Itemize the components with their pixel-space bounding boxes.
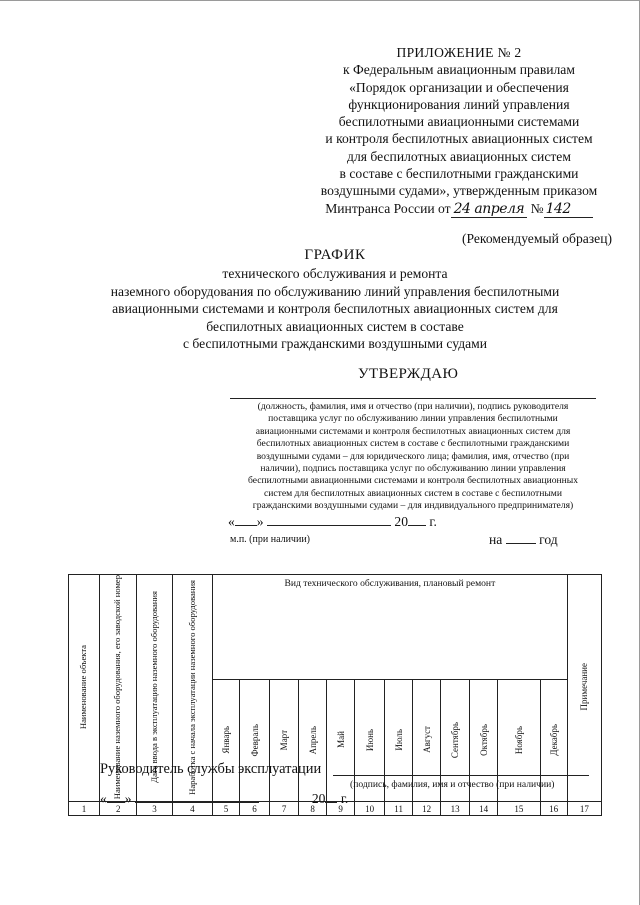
schedule-title-block bbox=[40, 247, 630, 352]
handwritten-number: 142 bbox=[544, 201, 593, 218]
month-february bbox=[240, 680, 270, 802]
scan-edge-top bbox=[0, 0, 640, 1]
schedule-year-line bbox=[489, 531, 558, 548]
approve-caption-line: наличии), подпись поставщика услуг по обслуживанию линии управления bbox=[260, 463, 566, 475]
handwritten-date: 24 апреля bbox=[451, 201, 528, 218]
date-close-quote: » bbox=[256, 514, 264, 529]
date-open-quote: « bbox=[100, 791, 107, 806]
schedule-title: ГРАФИК bbox=[304, 247, 366, 263]
header-maintenance-type: Вид технического обслуживания, плановый ремонт bbox=[213, 575, 568, 680]
seal-note: м.п. (при наличии) bbox=[230, 534, 310, 545]
column-number: 15 bbox=[498, 802, 541, 816]
approve-caption-line: воздушными судами – для юридического лица; фамилия, имя, отчество (при bbox=[256, 450, 570, 462]
approve-signature-line bbox=[230, 398, 596, 399]
for-word: на bbox=[489, 532, 503, 547]
approve-heading: УТВЕРЖДАЮ bbox=[358, 366, 459, 382]
appendix-line: функционирования линий управления bbox=[348, 96, 570, 112]
column-number: 10 bbox=[355, 802, 385, 816]
date-close-quote: » bbox=[124, 791, 132, 806]
column-number: 12 bbox=[413, 802, 441, 816]
month-label: Декабрь bbox=[548, 723, 559, 756]
appendix-line: для беспилотных авиационных систем bbox=[347, 148, 571, 164]
month-blank bbox=[135, 790, 259, 803]
year-prefix: 20 bbox=[394, 514, 408, 529]
year-blank bbox=[325, 790, 337, 803]
month-january bbox=[213, 680, 240, 802]
appendix-line: воздушными судами», утвержденным приказом bbox=[320, 183, 598, 199]
appendix-line: к Федеральным авиационным правилам bbox=[343, 62, 575, 78]
header-operating-time-text: Наработка с начала эксплуатации наземного оборудования bbox=[186, 579, 197, 795]
month-label: Ноябрь bbox=[513, 725, 524, 754]
footer-date-line bbox=[100, 790, 348, 807]
column-number: 13 bbox=[441, 802, 470, 816]
day-blank bbox=[235, 513, 257, 526]
column-number: 2 bbox=[100, 802, 137, 816]
head-of-service-signature-line bbox=[333, 775, 589, 776]
column-number: 16 bbox=[540, 802, 567, 816]
approve-caption-line: (должность, фамилия, имя и отчество (при наличии), подпись руководителя bbox=[257, 401, 569, 412]
recommended-sample-label: (Рекомендуемый образец) bbox=[461, 231, 612, 246]
year-suffix: г. bbox=[340, 791, 349, 806]
header-equipment-name-text: Наименование наземного оборудования, его заводской номер bbox=[112, 575, 123, 800]
appendix-line: и контроля беспилотных авиационных систем bbox=[325, 131, 593, 147]
month-label: Март bbox=[279, 729, 290, 750]
column-number: 9 bbox=[327, 802, 355, 816]
column-number: 4 bbox=[172, 802, 212, 816]
order-number-prefix: № bbox=[530, 200, 544, 216]
appendix-block bbox=[300, 44, 618, 218]
column-number: 11 bbox=[385, 802, 413, 816]
column-number: 7 bbox=[270, 802, 299, 816]
header-note-text: Примечание bbox=[579, 663, 590, 711]
month-label: Май bbox=[335, 731, 346, 749]
year-suffix: г. bbox=[429, 514, 437, 529]
month-label: Июнь bbox=[364, 728, 375, 751]
approve-caption bbox=[222, 401, 604, 513]
column-number: 14 bbox=[470, 802, 498, 816]
schedule-subtitle-line: наземного оборудования по обслуживанию линий управления беспилотными bbox=[110, 283, 560, 299]
header-note bbox=[567, 575, 601, 802]
year-blank bbox=[408, 513, 426, 526]
column-number: 8 bbox=[299, 802, 327, 816]
column-number: 17 bbox=[567, 802, 601, 816]
schedule-subtitle-line: с беспилотными гражданскими воздушными судами bbox=[182, 336, 488, 352]
schedule-year-blank bbox=[506, 531, 536, 544]
column-number: 5 bbox=[213, 802, 240, 816]
month-label: Апрель bbox=[307, 725, 318, 755]
month-label: Сентябрь bbox=[450, 721, 461, 758]
month-blank bbox=[267, 513, 391, 526]
column-number: 1 bbox=[69, 802, 100, 816]
year-prefix: 20 bbox=[311, 791, 326, 806]
appendix-line: в составе с беспилотными гражданскими bbox=[339, 166, 579, 182]
approve-caption-line: поставщика услуг по обслуживанию линии управления беспилотными bbox=[268, 413, 558, 425]
schedule-subtitle-line: беспилотных авиационных систем в составе bbox=[206, 318, 464, 334]
header-object-name bbox=[69, 575, 100, 802]
month-label: Январь bbox=[221, 726, 232, 754]
month-march bbox=[270, 680, 299, 802]
ministry-order-line bbox=[300, 200, 618, 218]
ministry-prefix: Минтранса России от bbox=[325, 200, 451, 216]
header-commissioning-date-text: Дата ввода в эксплуатацию наземного оборудования bbox=[148, 591, 159, 783]
approve-caption-line: систем для беспилотных авиационных систем в составе с беспилотными bbox=[263, 487, 563, 499]
appendix-line: беспилотными авиационными системами bbox=[338, 114, 580, 130]
column-number: 6 bbox=[240, 802, 270, 816]
day-blank bbox=[107, 790, 125, 803]
column-number: 3 bbox=[137, 802, 172, 816]
appendix-line: «Порядок организации и обеспечения bbox=[349, 79, 569, 95]
approve-caption-line: гражданскими воздушными судами – для индивидуального предпринимателя) bbox=[252, 500, 574, 512]
head-of-service-label: Руководитель службы эксплуатации bbox=[100, 761, 322, 777]
month-label: Октябрь bbox=[478, 723, 489, 756]
month-april bbox=[299, 680, 327, 802]
month-label: Февраль bbox=[249, 723, 260, 757]
approve-caption-line: беспилотными авиационными системами и контроля беспилотных авиационных bbox=[247, 475, 579, 487]
header-object-name-text: Наименование объекта bbox=[78, 645, 89, 730]
approve-date-line bbox=[228, 513, 437, 530]
month-label: Июль bbox=[393, 729, 404, 751]
schedule-subtitle-line: технического обслуживания и ремонта bbox=[222, 266, 448, 282]
approve-caption-line: авиационными системами и контроля беспилотных авиационных систем для bbox=[255, 425, 571, 437]
month-label: Август bbox=[421, 726, 432, 754]
approve-caption-line: беспилотных авиационных систем в составе с беспилотными гражданскими bbox=[256, 438, 570, 450]
date-open-quote: « bbox=[228, 514, 235, 529]
head-of-service-caption: (подпись, фамилия, имя и отчество (при наличии) bbox=[350, 779, 555, 790]
schedule-subtitle-line: авиационными системами и контроля беспилотных авиационных систем для bbox=[112, 301, 558, 317]
appendix-title: ПРИЛОЖЕНИЕ № 2 bbox=[396, 45, 522, 60]
year-word: год bbox=[539, 532, 558, 547]
